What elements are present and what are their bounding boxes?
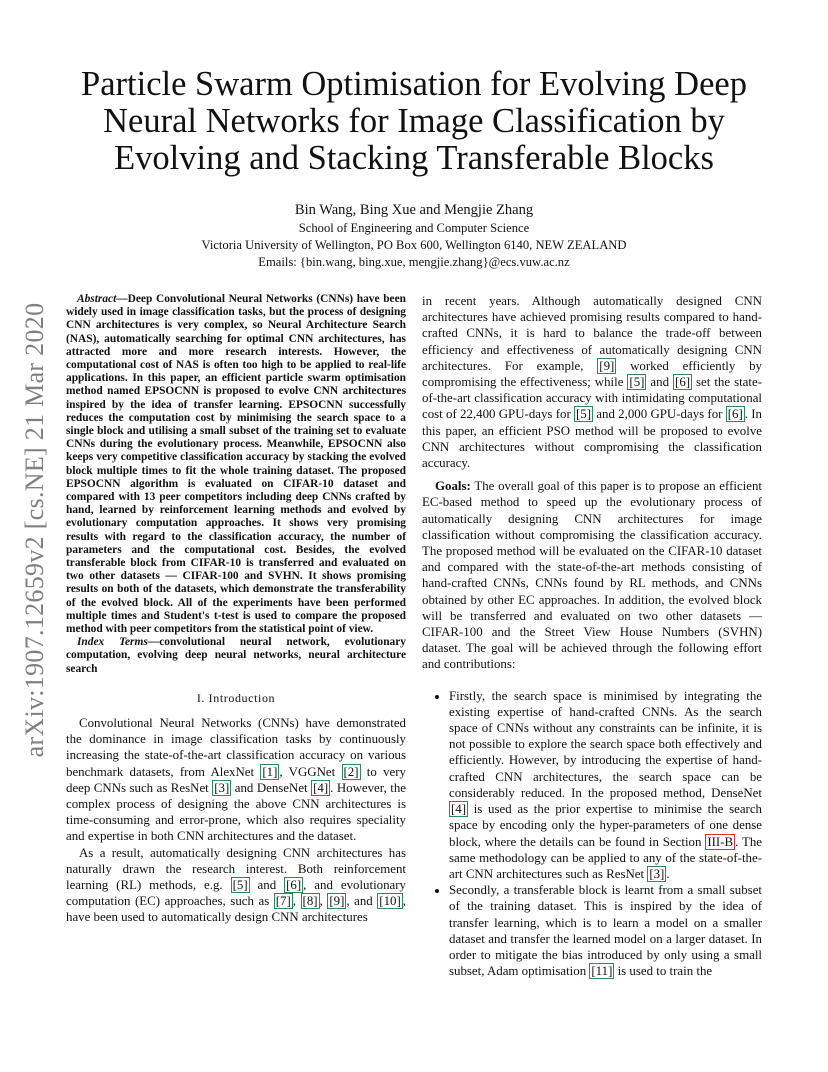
arxiv-stamp-margin xyxy=(0,0,60,1072)
citation-link[interactable]: [9] xyxy=(599,358,615,373)
index-terms-text: —convolutional neural network, evolutionary computation, evolving deep neural networks, neural architecture search xyxy=(66,636,407,675)
contributions-list xyxy=(422,688,762,980)
citation-link[interactable]: [5] xyxy=(232,877,248,892)
citation-link[interactable]: [9] xyxy=(329,894,345,909)
intro-paragraph-1: Convolutional Neural Networks (CNNs) have demonstrated the dominance in image classification tasks by continuously increasing the state-of-the-art classification accuracy on various benchmark datasets, from AlexNet [1] , VGGNet [2] to very deep CNNs such as ResNet [3] and DenseNet [4] . However, the complex process of designing the above CNN architectures is time-consuming and error-prone, which also requires speciality and expertise in both CNN architectures and the dataset. xyxy=(66,715,406,844)
citation-link[interactable]: [6] xyxy=(727,407,743,422)
list-item: • Firstly, the search space is minimised by integrating the existing expertise of hand-crafted CNNs. As the search space of CNNs without any constraints can be infinite, it is not possible to explore the search space both effectively and efficiently. However, by introducing the expertise of hand-crafted CNN architectures, the search space can be considerably reduced. In the proposed method, DenseNet [4] is used as the prior expertise to minimise the search space by encoding only the hyper-parameters of one dense block, where the details can be found in Section III-B . The same methodology can be applied to any of the state-of-the-art CNN architectures such as ResNet [3] . xyxy=(449,688,762,882)
abstract-lead: Abstract xyxy=(77,293,117,305)
index-terms-lead: Index Terms xyxy=(77,636,148,649)
intro-paragraph-2: As a result, automatically designing CNN architectures has naturally drawn the research interest. Both reinforcement learning (RL) methods, e.g. [5] and [6] , and evolutionary computation (EC) approaches, such as [7] , [8] , [9] , and [10] , have been used to automatically design CNN architectures xyxy=(66,845,407,925)
affiliation-school: School of Engineering and Computer Science xyxy=(298,221,530,235)
citation-link[interactable]: [1] xyxy=(262,764,278,779)
authors: Bin Wang, Bing Xue and Mengjie Zhang xyxy=(294,202,534,218)
index-terms xyxy=(66,636,406,676)
goals-text: The overall goal of this paper is to propose an efficient EC-based method to speed up the evolutionary process of automatically designing CNN architectures for image classification without compromising the classification accuracy. The proposed method will be evaluated on the CIFAR-10 dataset and compared with the state-of-the-art methods consisting of hand-crafted CNNs, CNNs found by RL methods, and CNNs obtained by other EC approaches. In addition, the evolved block will be transferred and evaluated on two other datasets — CIFAR-100 and the Street View House Numbers (SVHN) dataset. The goal will be achieved through the following effort and contributions: xyxy=(422,479,762,672)
section-reference-link[interactable]: III-B xyxy=(707,834,734,849)
goals-lead: Goals: xyxy=(435,479,471,494)
citation-link[interactable]: [4] xyxy=(313,780,329,795)
citation-link[interactable]: [5] xyxy=(629,375,645,390)
citation-link[interactable]: [4] xyxy=(451,802,467,817)
title-line: Evolving and Stacking Transferable Blocks xyxy=(114,139,714,177)
right-column xyxy=(422,293,762,979)
right-paragraph-1: in recent years. Although automatically designed CNN architectures have achieved promising results compared to hand-crafted CNNs, it is hard to balance the trade-off between efficiency and effectiveness of automatically designing CNN architectures. For example, [9] worked efficiently by compromising the effectiveness; while [5] and [6] set the state-of-the-art classification accuracy with intimidating computational cost of 22,400 GPU-days for [5] and 2,000 GPU-days for [6] . In this paper, an efficient PSO method will be proposed to evolve CNN architectures without compromising the classification accuracy. xyxy=(422,294,763,471)
citation-link[interactable]: [7] xyxy=(275,894,291,909)
arxiv-stamp: arXiv:1907.12659v2 [cs.NE] 21 Mar 2020 xyxy=(20,302,49,758)
title-line: Particle Swarm Optimisation for Evolving Deep xyxy=(81,65,747,103)
section-heading-introduction: I. Introduction xyxy=(196,690,276,705)
affiliation-university: Victoria University of Wellington, PO Box 600, Wellington 6140, NEW ZEALAND xyxy=(201,238,627,252)
list-item: • Secondly, a transferable block is learnt from a small subset of the training dataset. This is inspired by the idea of transfer learning, which is to learn a model on a smaller dataset and transfer the learned model on a larger dataset. In order to mitigate the bias introduced by only using a small subset, Adam optimisation [11] is used to train the xyxy=(449,882,762,979)
goals-paragraph xyxy=(422,478,762,672)
citation-link[interactable]: [6] xyxy=(675,375,691,390)
citation-link[interactable]: [3] xyxy=(214,780,230,795)
paper-title xyxy=(60,66,768,177)
left-column xyxy=(66,293,406,926)
title-line: Neural Networks for Image Classification by xyxy=(103,102,725,140)
citation-link[interactable]: [5] xyxy=(576,407,592,422)
citation-link[interactable]: [2] xyxy=(343,764,359,779)
abstract-text: —Deep Convolutional Neural Networks (CNNs) have been widely used in image classification tasks, but the process of designing CNN architectures is very complex, so Neural Architecture Search (NAS), automatically searching for optimal CNN architectures, has attracted more and more research interests. However, the computational cost of NAS is often too high to be applied to real-life applications. In this paper, an efficient particle swarm optimisation method named EPSOCNN is proposed to evolve CNN architectures inspired by the idea of transfer learning. EPSOCNN successfully reduces the computation cost by minimising the search space to a single block and utilising a small subset of the training set to evaluate CNNs during the evolutionary process. Meanwhile, EPSOCNN also keeps very competitive classification accuracy by stacking the evolved block multiple times to fit the whole training dataset. The proposed EPSOCNN algorithm is evaluated on CIFAR-10 dataset and compared with 13 peer competitors including deep CNNs crafted by hand, learned by reinforcement learning methods and evolved by evolutionary computation approaches. It shows very promising results with regard to the classification accuracy, the number of parameters and the computational cost. Besides, the evolved transferable block from CIFAR-10 is transferred and evaluated on two other datasets — CIFAR-100 and SVHN. It shows promising results on both of the datasets, which demonstrate the transferability of the evolved block. All of the experiments have been performed multiple times and Student's t-test is used to compare the proposed method with peer competitors from the statistical point of view. xyxy=(66,293,406,636)
citation-link[interactable]: [6] xyxy=(286,877,302,892)
citation-link[interactable]: [3] xyxy=(649,866,665,881)
citation-link[interactable]: [8] xyxy=(302,894,318,909)
abstract xyxy=(66,293,406,636)
citation-link[interactable]: [11] xyxy=(591,964,613,979)
affiliation-emails: Emails: {bin.wang, bing.xue, mengjie.zhang}@ecs.vuw.ac.nz xyxy=(258,255,570,269)
citation-link[interactable]: [10] xyxy=(379,894,401,909)
